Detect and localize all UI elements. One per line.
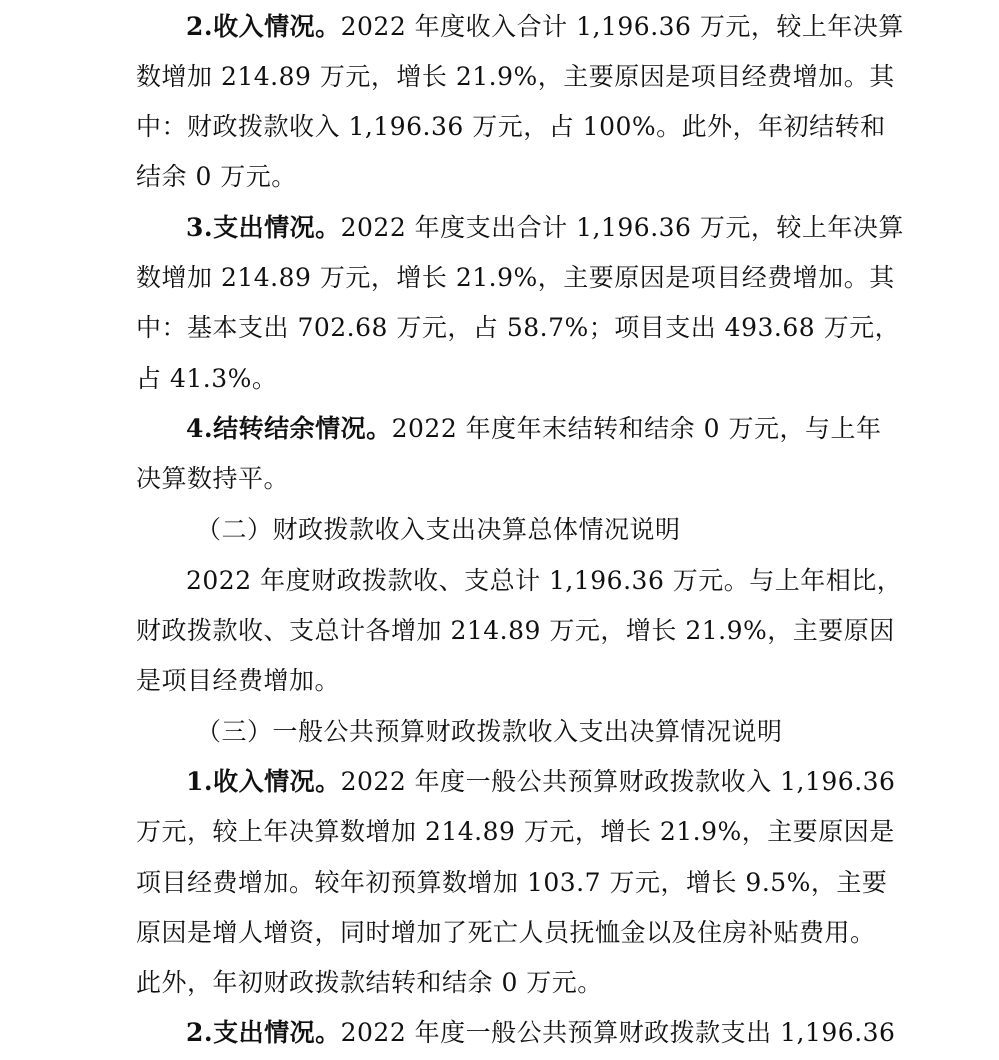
paragraph-expense-line-2: 数增加 214.89 万元，增长 21.9%，主要原因是项目经费增加。其 [136, 263, 895, 292]
paragraph-balance-line-1: 4.结转结余情况。2022 年度年末结转和结余 0 万元，与上年 [186, 414, 882, 443]
paragraph-income-line-1: 2.收入情况。2022 年度收入合计 1,196.36 万元，较上年决算 [186, 12, 904, 41]
paragraph-income-line-4: 结余 0 万元。 [136, 162, 297, 191]
paragraph-expense-line-1: 3.支出情况。2022 年度支出合计 1,196.36 万元，较上年决算 [186, 213, 904, 242]
paragraph-gp-income-line-3: 项目经费增加。较年初预算数增加 103.7 万元，增长 9.5%，主要 [136, 868, 888, 897]
paragraph-overall-line-2: 财政拨款收、支总计各增加 214.89 万元，增长 21.9%，主要原因 [136, 616, 895, 645]
paragraph-gp-income-line-1: 1.收入情况。2022 年度一般公共预算财政拨款收入 1,196.36 [186, 767, 896, 796]
gp-expense-section-label: 2.支出情况。 [186, 1018, 341, 1047]
paragraph-balance-line-2: 决算数持平。 [136, 464, 290, 493]
paragraph-overall-line-1: 2022 年度财政拨款收、支总计 1,196.36 万元。与上年相比， [186, 566, 903, 595]
paragraph-gp-income-line-5: 此外，年初财政拨款结转和结余 0 万元。 [136, 968, 603, 997]
paragraph-income-line-2: 数增加 214.89 万元，增长 21.9%，主要原因是项目经费增加。其 [136, 62, 895, 91]
income-section-label: 2.收入情况。 [186, 12, 341, 41]
balance-section-label: 4.结转结余情况。 [186, 414, 392, 443]
section-heading-2: （二）财政拨款收入支出决算总体情况说明 [196, 515, 681, 544]
paragraph-gp-expense-line-1: 2.支出情况。2022 年度一般公共预算财政拨款支出 1,196.36 [186, 1018, 896, 1047]
expense-section-label: 3.支出情况。 [186, 213, 341, 242]
paragraph-gp-income-line-4: 原因是增人增资，同时增加了死亡人员抚恤金以及住房补贴费用。 [136, 918, 876, 947]
paragraph-expense-line-4: 占 41.3%。 [136, 364, 278, 393]
paragraph-income-line-3: 中：财政拨款收入 1,196.36 万元，占 100%。此外，年初结转和 [136, 112, 886, 141]
gp-income-section-label: 1.收入情况。 [186, 767, 341, 796]
paragraph-gp-income-line-2: 万元，较上年决算数增加 214.89 万元，增长 21.9%，主要原因是 [136, 817, 895, 846]
paragraph-overall-line-3: 是项目经费增加。 [136, 666, 341, 695]
paragraph-expense-line-3: 中：基本支出 702.68 万元，占 58.7%；项目支出 493.68 万元， [136, 313, 901, 342]
section-heading-3: （三）一般公共预算财政拨款收入支出决算情况说明 [196, 717, 783, 746]
